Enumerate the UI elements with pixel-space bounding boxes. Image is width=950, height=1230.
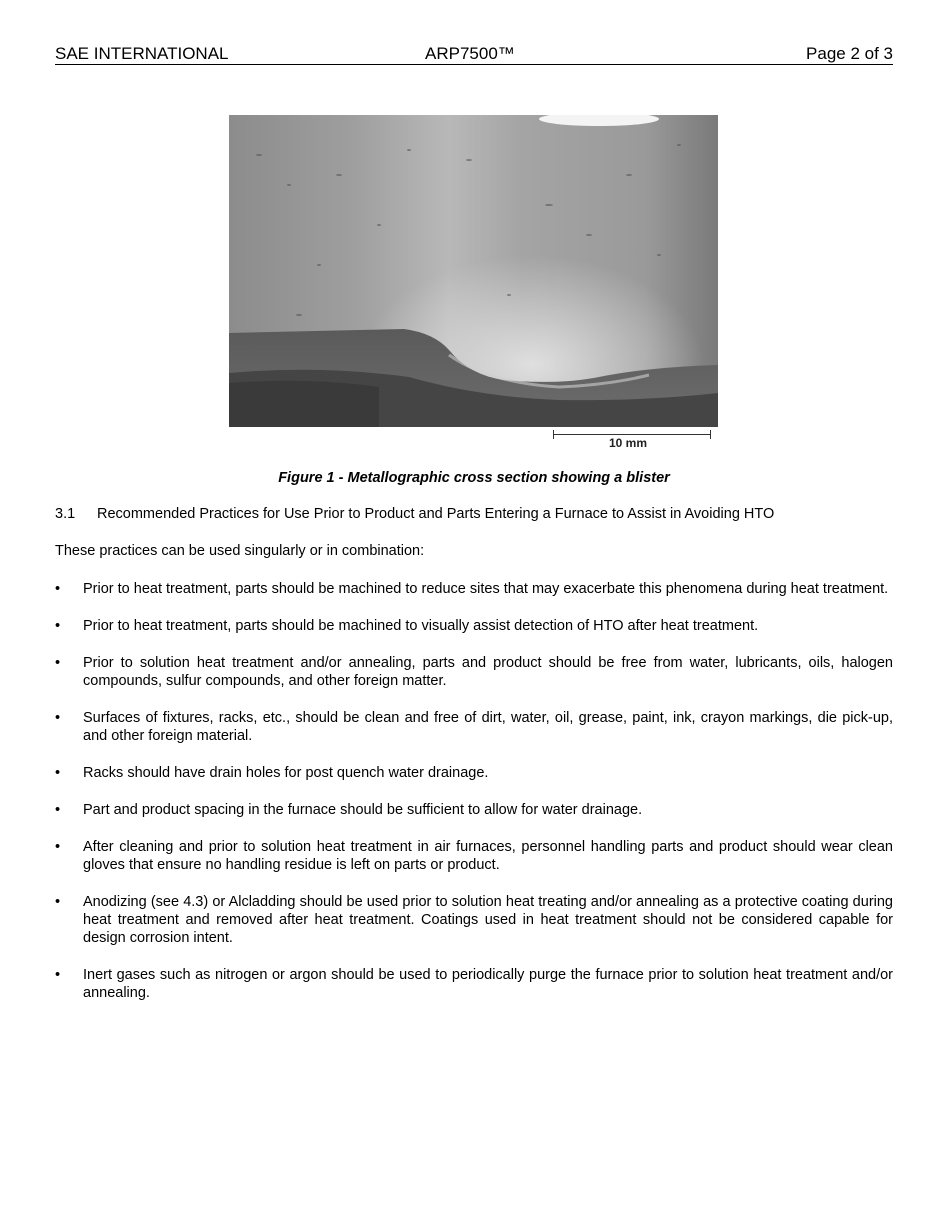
scale-bar bbox=[552, 428, 712, 452]
list-item-text: Prior to solution heat treatment and/or annealing, parts and product should be free from water, lubricants, oils, halogen compounds, sulfur compounds, and other foreign matter. bbox=[83, 655, 893, 689]
scale-bar-line bbox=[553, 434, 711, 435]
list-item-text: Anodizing (see 4.3) or Alcladding should be used prior to solution heat treating and/or annealing as a protective coating during heat treatment and removed after heat treatment. Coatings used in heat treatment should not be considered capable for design corrosion intent. bbox=[83, 894, 893, 946]
bullet-icon: • bbox=[55, 581, 61, 597]
list-item-text: Inert gases such as nitrogen or argon should be used to periodically purge the furnace prior to solution heat treatment and/or annealing. bbox=[83, 967, 893, 1001]
list-item bbox=[55, 764, 893, 782]
list-item bbox=[55, 801, 893, 819]
list-item-text: Prior to heat treatment, parts should be machined to reduce sites that may exacerbate this phenomena during heat treatment. bbox=[83, 581, 889, 597]
bullet-icon: • bbox=[55, 839, 61, 855]
header-doc-number: ARP7500™ bbox=[425, 44, 515, 63]
metallographic-photo bbox=[229, 115, 718, 427]
bullet-icon: • bbox=[55, 894, 61, 910]
header-page-number: Page 2 of 3 bbox=[806, 44, 893, 63]
bullet-icon: • bbox=[55, 967, 61, 983]
section-title: Recommended Practices for Use Prior to Product and Parts Entering a Furnace to Assist in Avoiding HTO bbox=[97, 506, 775, 522]
list-item-text: Surfaces of fixtures, racks, etc., should be clean and free of dirt, water, oil, grease, paint, ink, crayon markings, die pick-up, and other foreign material. bbox=[83, 710, 893, 744]
intro-paragraph: These practices can be used singularly or in combination: bbox=[55, 543, 425, 559]
list-item bbox=[55, 838, 893, 874]
list-item bbox=[55, 709, 893, 745]
bullet-icon: • bbox=[55, 618, 61, 634]
list-item-text: Prior to heat treatment, parts should be machined to visually assist detection of HTO after heat treatment. bbox=[83, 618, 759, 634]
list-item-text: Racks should have drain holes for post quench water drainage. bbox=[83, 765, 489, 781]
bullet-icon: • bbox=[55, 710, 61, 726]
list-item-text: After cleaning and prior to solution heat treatment in air furnaces, personnel handling parts and product should wear clean gloves that ensure no handling residue is left on parts or product. bbox=[83, 839, 893, 873]
list-item bbox=[55, 654, 893, 690]
scale-bar-tick-right bbox=[710, 430, 711, 439]
bullet-icon: • bbox=[55, 765, 61, 781]
scale-bar-label: 10 mm bbox=[609, 436, 648, 450]
page-header bbox=[55, 44, 893, 65]
figure-caption: Figure 1 - Metallographic cross section showing a blister bbox=[278, 470, 670, 486]
scale-bar-tick-left bbox=[553, 430, 554, 439]
list-item bbox=[55, 580, 893, 598]
list-item bbox=[55, 617, 893, 635]
section-number: 3.1 bbox=[55, 506, 76, 522]
list-item bbox=[55, 966, 893, 1002]
practices-list bbox=[55, 580, 893, 1021]
list-item bbox=[55, 893, 893, 947]
header-org: SAE INTERNATIONAL bbox=[55, 44, 229, 63]
bullet-icon: • bbox=[55, 802, 61, 818]
list-item-text: Part and product spacing in the furnace should be sufficient to allow for water drainage. bbox=[83, 802, 643, 818]
bullet-icon: • bbox=[55, 655, 61, 671]
